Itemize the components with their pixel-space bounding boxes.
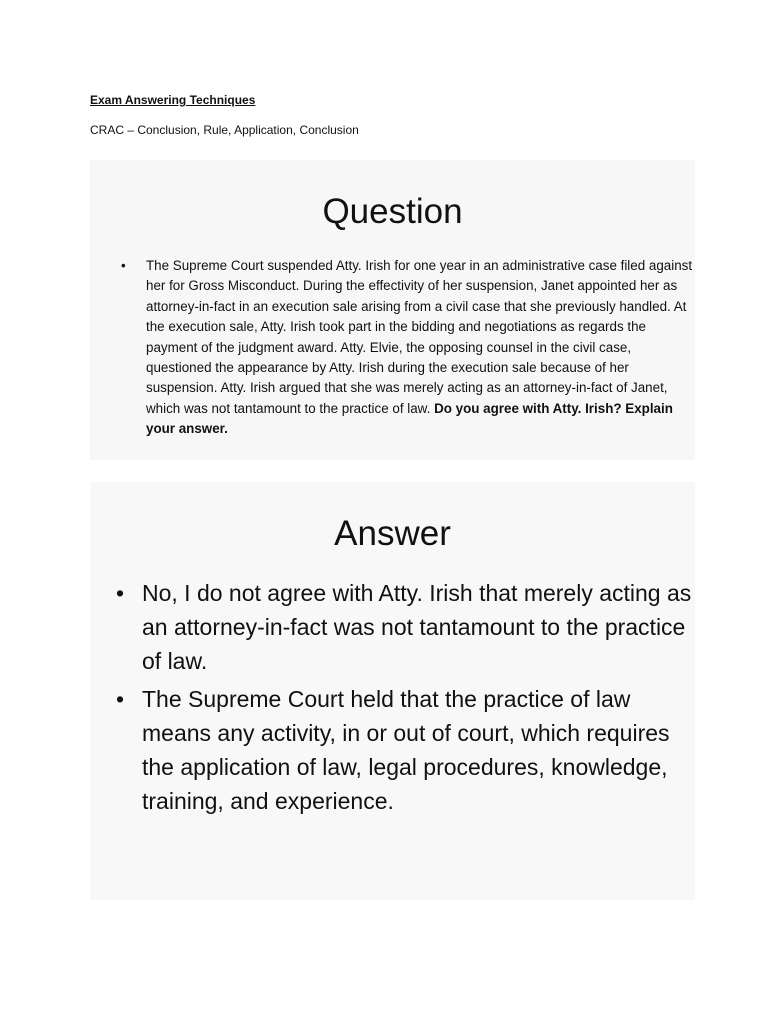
document-header xyxy=(90,92,690,138)
question-bullet-list xyxy=(90,256,695,440)
document-heading: Exam Answering Techniques xyxy=(90,93,256,107)
bullet-icon: • xyxy=(116,580,125,606)
question-slide-title: Question xyxy=(322,192,463,231)
answer-point-text: The Supreme Court held that the practice of law means any activity, in or out of court, which requires the application of law, legal procedures, knowledge, training, and experience. xyxy=(142,686,670,814)
bullet-icon: • xyxy=(116,686,125,712)
question-prompt-text: Do you agree with Atty. Irish? Explain your answer. xyxy=(146,400,673,437)
answer-slide-title: Answer xyxy=(334,514,451,553)
question-bullet-item xyxy=(121,256,695,440)
question-body-text: The Supreme Court suspended Atty. Irish for one year in an administrative case filed against her for Gross Misconduct. During the effectivity of her suspension, Janet appointed her as attorney-in-fact in an execution sale arising from a civil case that she previously handled. At the execution sale, Atty. Irish took part in the bidding and negotiations as regards the payment of the judgment award. Atty. Elvie, the opposing counsel in the civil case, questioned the appearance by Atty. Irish during the execution sale because of her suspension. Atty. Irish argued that she was merely acting as an attorney-in-fact of Janet, which was not tantamount to the practice of law. xyxy=(146,258,693,416)
answer-point-text: No, I do not agree with Atty. Irish that merely acting as an attorney-in-fact was not tantamount to the practice of law. xyxy=(142,580,692,674)
answer-slide xyxy=(90,482,695,900)
question-slide xyxy=(90,160,695,460)
bullet-icon: • xyxy=(121,258,126,273)
document-subtitle: CRAC – Conclusion, Rule, Application, Conclusion xyxy=(90,123,359,137)
answer-point xyxy=(116,576,695,678)
answer-bullet-list xyxy=(90,576,695,818)
answer-point xyxy=(116,682,695,818)
